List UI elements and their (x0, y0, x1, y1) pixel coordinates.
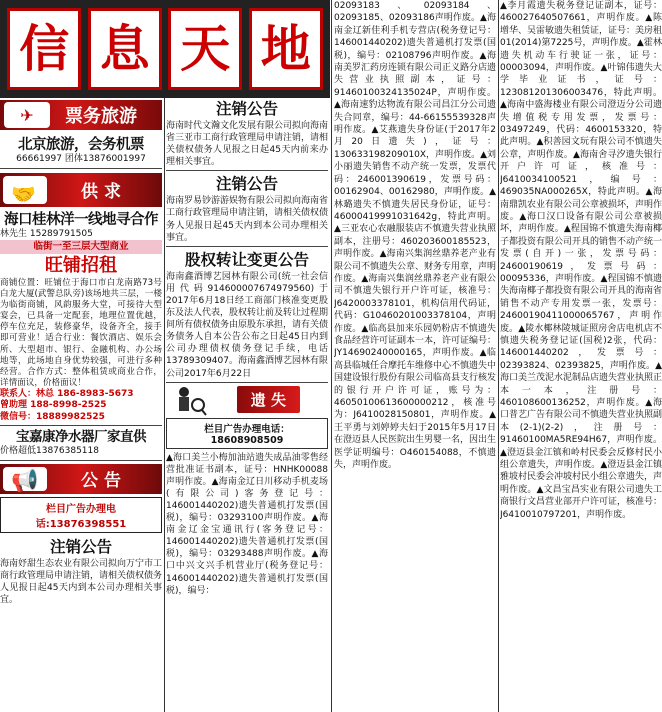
masthead-char-box (7, 8, 81, 90)
masthead-char: 地 (260, 19, 311, 78)
cancel-notice-title: 注销公告 (215, 100, 278, 118)
cancel-notice-text: 海南时代文瀚文化发展有限公司拟向海南省三亚市工商行政管理局申请注销，请相关债权债务人见报之日起45天内前来办理相关事宜。 (166, 121, 328, 168)
supply-banner (0, 173, 162, 207)
ticket-phone: 66661997 团体13876001997 (16, 154, 146, 164)
hiring-text: 商铺位置：旺铺位于海口市白龙南路73号白龙大厦(武警总队旁)该场地共三层，一楼为临街商铺，风韵服务大堂，可接待大型宴会，已具备一定配套，地理位置优越，停车位充足，装修豪华，设备齐全，接手即可营业！适合行业：餐饮酒店、娱乐会所、大型超市、银行、金融机构、办公场地等，此场地自身优势较强，可进行多种经营。合作方式：整体租赁或商业合作，详情面议，价格面议！ (0, 278, 162, 388)
equity-notice-title: 股权转让变更公告 (184, 250, 309, 269)
lost-notices-text: ▲李月霞遗失税务登记证副本，证号：460027640507661，声明作废。▲陈增华、吴雷敏遗失租赁证，证号：美房租01(2014)第7225号，声明作废。▲霍林遗失机动车行驶证一张，证号：00003094，声明作废。▲叶锦伟遗失大学毕业证书，证号：123081201306003476，特此声明。▲海南中盛海楼业有限公司澄迈分公司遗失增值税专用发票，发票号：03497249，代码：4600153320，特此声明。▲积善园文玩有限公司不慎遗失公章，声明作废。▲海南舍寻汐遗失银行开户许可证，核准号：J6410034100521，编号：469035NA000265X，特此声明。▲海南鼎凯农业有限公司公章被损坏，声明作废。▲海口汉口设备有限公司公章被损坏，声明作废。▲程国锦不慎遗失海南椰子都投资有限公司开具的销售不动产统一发票(自开)一张，发票号码：24600190619，发票号码：00095336，声明作废。▲程国锦不慎遗失海南椰子都投资有限公司开具的海南省销售不动产专用发票一张，发票号：24600190411000065767，声明作废。▲陵水椰林陵城证照房舍店电机店不慎遗失税务登记证(国税)2张，代码：146001440202，发票号：02393824、02393825，声明作废。▲海口美兰茂泥水泥制品店遗失营业执照正本一本，注册号：460108600136252，声明作废。▲海口普艺广告有限公司不慎遗失营业执照副本(2-1)(2-2)，注册号：91460100MA5RE94H67，声明作废。▲澄迈县金江镇和岭村民委会反修村民小组公章遗失，声明作废。▲澄迈县金江镇雅坡村民委会冲坡村民小组公章遗失，声明作废。▲文昌宝昌实业有限公司遗失工商银行文昌营业部开户许可证，核准号：J6410010797201，声明作废。 (500, 1, 662, 520)
column-3 (334, 0, 496, 712)
banner-title: 票务旅游 (65, 106, 137, 127)
notice-banner (0, 464, 162, 494)
contact-line: 联系人：林总 186-8983-5673 (0, 388, 134, 399)
divider (166, 382, 328, 383)
masthead-char: 息 (99, 19, 150, 78)
ticket-banner (0, 100, 162, 130)
supply-headline: 海口桂林洋一线地寻合作 (4, 211, 158, 228)
masthead-char: 天 (180, 19, 231, 78)
water-phone: 价格超低13876385118 (0, 446, 99, 457)
masthead-char: 信 (19, 19, 70, 78)
column-divider (498, 0, 499, 712)
lost-notices-text: ▲海口美兰小梅加油站遗失成品油零售经营批准证书副本，证号：HNHK00088声明作废。▲海南金辽日川移动手机麦场(有限公司)客务登记号：146001440202)遗失普通机打发票(国税)，编号：03293100声明作废。▲海南金辽金宝通讯行(客务登记号：146001440202)遗失普通机打发票(国税)，编号：03293488声明作废。▲海口中兴文兴手机营业厅(税务登记号：146001440202)遗失普通机打发票(国税)，编号： (166, 452, 328, 596)
ad-phone-bar: 栏目广告办理电话:13876398551 (0, 497, 162, 533)
cancel-notice-title: 注销公告 (215, 175, 278, 194)
masthead-char-box (249, 8, 323, 90)
column-divider (164, 98, 165, 712)
column-divider (331, 0, 332, 712)
divider (0, 168, 162, 169)
divider (166, 170, 328, 171)
masthead-char-box (168, 8, 242, 90)
cancel-notice-title: 注销公告 (49, 537, 112, 556)
ticket-headline: 北京旅游，会务机票 (18, 137, 144, 153)
megaphone-icon: 📢 (11, 468, 39, 494)
column-2 (166, 98, 328, 712)
equity-notice-text: 海南鑫酒博艺园林有限公司(统一社会信用代码914600007674979560)于2017年6月18日经工商部门核准变更股东及法人代表，股权转让前及转让过程期间所有债权债务由原股东承担，请有关债务债务人自本公告公布之日起45日内到公司办理债权债务登记手续，电话13789309407。海南鑫酒博艺园林有限公司2017年6月22日 (166, 271, 328, 379)
contact-line: 微信号：18889982525 (0, 411, 105, 422)
banner-title: 供 求 (81, 182, 121, 202)
masthead (0, 0, 330, 98)
lost-notices-text: 02093183、02093184、02093185、02093186声明作废。▲海南金辽新佳利手机专营店(税务登记号：146001440202)遗失普通机打发票(国税)，编号：02108796声明作废。▲海南美罗汇药房连锁有限公司正义路分店遗失营业执照副本，证号：91460100324135024P，声明作废。▲海南速豹达物流有限公司昌江分公司遗失合同章，编号：44-66155539328声明作废。▲艾燕遗失身份证(于2017年2月20日遗失)，证号：130633198209010X，声明作废。▲刘小丽遗失销售不动产统一发票，发票代码：246001390619，发票号码：00162904、00162980，声明作废。▲林璐遗失不慎遗失居民身份证，证号：46000419991031642g，特此声明。▲三亚农心农融服装店不慎遗失营业执照副本，注册号：460203600185523，声明作废。▲海南兴集润丝鼎养老产业有限公司不慎遗失公章、财务专用章，声明作废。▲海南兴集润丝鼎养老产业有限公司不慎遗失银行开户许可证，核准号：J6420003378101，机构信用代码证，代码：G10460201003378104，声明作废。▲临高县加来乐园奶粉店不慎遗失食品经营许可证副本一本，许可证编号：JY14690240000165，声明作废。▲临高县临城任合摩托车维修中心不慎遗失中国建设银行股份有限公司临高县支行核发的银行开户许可证，账号为：46050100613600000212，核准号为：J6410028150801，声明作废。▲王平勇与刘婷婷夫妇于2015年5月17日在澄迈县人民医院出生男婴一名，因出生医学证明编号：O460154088，不慎遗失，声明作废。 (334, 1, 496, 471)
cancel-notice-text: 海南妤甜生态农业有限公司拟向万宁市工商行政管理局申请注销，请相关债权债务人见报日起45天内到本公司办理相关事宜。 (0, 558, 162, 606)
lost-tag: 遗 失 (237, 386, 300, 413)
banner-title: 公 告 (81, 471, 121, 492)
ad-phone-bar: 栏目广告办理电话：18608908509 (166, 418, 328, 449)
divider (166, 246, 328, 247)
contact-line: 曾助理 188-8998-2525 (0, 400, 107, 411)
water-headline: 宝嘉康净水器厂家直供 (16, 429, 146, 446)
airplane-icon: ✈ (4, 102, 50, 128)
column-1 (0, 100, 162, 712)
divider (0, 460, 162, 461)
supply-phone: 林先生 15289791505 (0, 228, 93, 239)
masthead-char-box (88, 8, 162, 90)
divider (0, 425, 162, 426)
searching-figure-icon (168, 385, 208, 419)
megaphone-icon-box (3, 467, 47, 494)
column-4 (500, 0, 662, 712)
hiring-title: 旺铺招租 (45, 255, 117, 276)
handshake-icon: 🤝 (11, 181, 36, 206)
handshake-icon-box (3, 176, 47, 204)
lost-banner (166, 385, 328, 415)
cancel-notice-text: 海南罗易钞游游娱物有限公司拟向海南省工商行政管理局申请注销，请相关债权债务人见报日起45天内到本公司办理相关事宜。 (166, 196, 328, 243)
pink-subtitle-bar: 临街一至三层大型商业 (0, 240, 162, 254)
